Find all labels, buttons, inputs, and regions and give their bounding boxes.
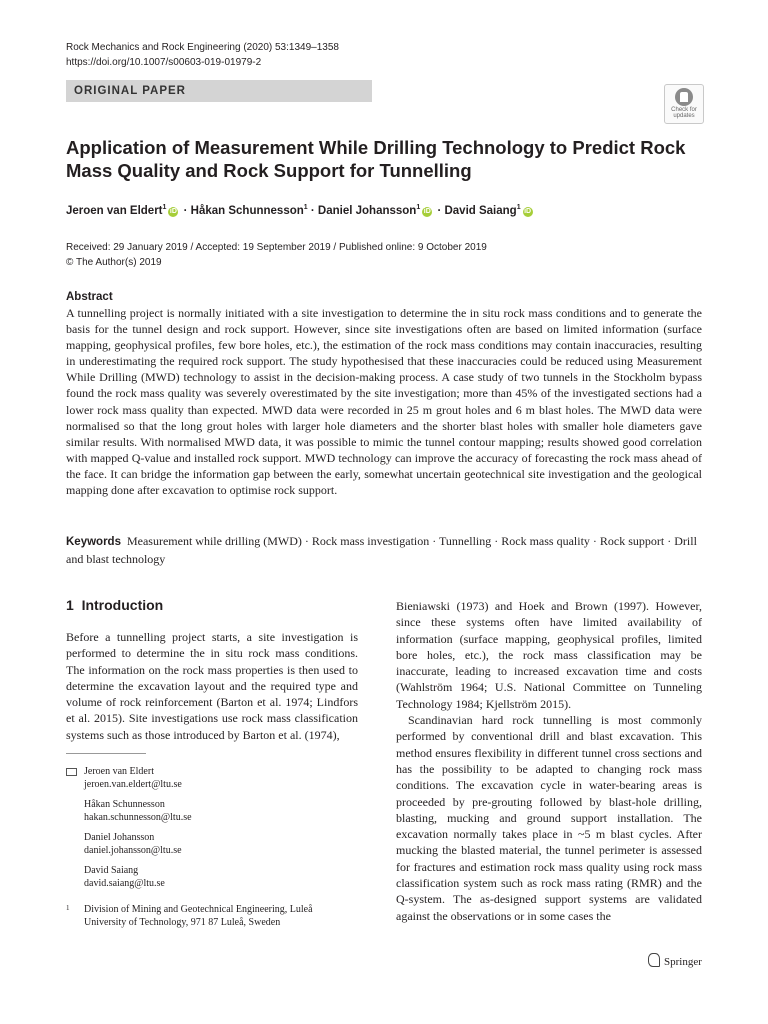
- author-affiliation-mark: 1: [416, 204, 421, 211]
- paper-title: Application of Measurement While Drilling Technology to Predict Rock Mass Quality and Rock Support for Tunnelling: [66, 137, 686, 181]
- intro-paragraph: Scandinavian hard rock tunnelling is most commonly performed by conventional drill and blast excavation. This method ensures flexibility in different tunnel cross sections and has the possibility to be adapted to changing rock mass conditions. The excavation cycle in water-bearing areas is proceeded by pre-grouting followed by blast-hole drilling, blasting, mucking and ground support installation. The excavation normally takes place in ~5 m blast cycles. After mucking the blasted material, the tunnel perimeter is assessed for fractures and estimation rock mass quality using rock mass classification system such as rock mass rating (RMR) and the Q-system. The as-designed support systems are validated against the observations or in some cases the: [396, 713, 702, 923]
- affiliation-number: 1: [66, 904, 70, 912]
- doi-link[interactable]: https://doi.org/10.1007/s00603-019-01979-2: [66, 57, 262, 68]
- author-affiliation-mark: 1: [303, 204, 308, 211]
- author-name: David Saiang: [444, 204, 517, 217]
- affiliation-line: Division of Mining and Geotechnical Engineering, Luleå: [84, 904, 313, 915]
- intro-column-left: Before a tunnelling project starts, a site investigation is performed to determine the in situ rock mass conditions. The information on the rock mass properties is then used to determine the excavation layout and the required type and volume of rock reinforcement (Barton et al. 1974; Lindfors et al. 2015). Site investigations use rock mass classification systems such as those introduced by Barton et al. (1974),: [66, 630, 358, 742]
- footnote-divider: [66, 753, 146, 754]
- orcid-icon[interactable]: iD: [169, 207, 177, 215]
- check-for-updates-button[interactable]: [664, 84, 704, 124]
- paper-type-band: [66, 80, 372, 102]
- orcid-icon[interactable]: iD: [423, 207, 431, 215]
- contact-email[interactable]: david.saiang@ltu.se: [84, 878, 165, 889]
- contact-name: David Saiang: [84, 865, 139, 876]
- crossmark-icon: [675, 88, 693, 106]
- author-name: Håkan Schunnesson: [190, 204, 304, 217]
- publisher-logo: [648, 953, 702, 968]
- check-for-label: Check for: [671, 107, 697, 113]
- journal-header: [66, 40, 339, 70]
- contact-entry: [84, 831, 192, 857]
- publisher-name: Springer: [664, 956, 702, 968]
- contact-entry: [84, 798, 192, 824]
- contact-name: Håkan Schunnesson: [84, 799, 165, 810]
- contact-name: Daniel Johansson: [84, 832, 155, 843]
- keywords-label: Keywords: [66, 536, 121, 548]
- abstract-heading: Abstract: [66, 291, 113, 303]
- contact-name: Jeroen van Eldert: [84, 766, 154, 777]
- paper-type-label: ORIGINAL PAPER: [74, 85, 186, 97]
- contact-email[interactable]: jeroen.van.eldert@ltu.se: [84, 779, 182, 790]
- intro-paragraph: Bieniawski (1973) and Hoek and Brown (1997). However, since these systems often have limited availability of information (surface mapping, geophysical profiles, limited bore holes, etc.), the rock mass classification may be inaccurate, leading to increased excavation time and costs (Wahlström 1964; U.S. National Committee on Tunneling Technology 1984; Kjellström 2015).: [396, 599, 702, 711]
- keywords-text: Measurement while drilling (MWD) · Rock mass investigation · Tunnelling · Rock mass quality · Rock support · Drill and blast technology: [66, 534, 697, 566]
- dates-line: Received: 29 January 2019 / Accepted: 19 September 2019 / Published online: 9 October 2019: [66, 242, 487, 253]
- abstract-text: A tunnelling project is normally initiated with a site investigation to determine the in situ rock mass conditions and to generate the basis for the tunnel design and rock support. However, since site investigations often are based on limited information (surface mapping, geophysical profiles, few bore holes, etc.), the estimation of the rock mass conditions may contain inaccuracies, resulting in underestimating the required rock support. The study hypothesised that these inaccuracies could be reduced using Measurement While Drilling (MWD) technology to assist in the decision-making process. A case study of two tunnels in the Stockholm bypass found the rock mass quality was severely overestimated by the site investigation; more than 45% of the investigated sections had a lower rock mass quality than expected. MWD data were recorded in 25 m grout holes and 6 m blast holes. The MWD data were normalised so that the long grout holes with larger hole diameters and the shorter blast holes with smaller hole diameters gave similar results. With normalised MWD data, it was possible to mimic the tunnel contour mapping; results showed good correlation with mapped Q-value and installed rock support. MWD technology can improve the accuracy of forecasting the rock mass ahead of the face. It can bridge the information gap between the early, somewhat uncertain geotechnical site investigation and the geological mapping done after excavation to optimise rock support.: [66, 306, 702, 498]
- contact-entry: [84, 765, 192, 791]
- author-affiliation-mark: 1: [516, 204, 521, 211]
- contact-list: [66, 765, 192, 897]
- affiliation-line: University of Technology, 971 87 Luleå, Sweden: [84, 917, 281, 928]
- journal-citation: Rock Mechanics and Rock Engineering (2020) 53:1349–1358: [66, 42, 339, 53]
- orcid-icon[interactable]: iD: [524, 207, 532, 215]
- springer-horse-icon: [648, 953, 660, 967]
- updates-label: updates: [673, 113, 695, 119]
- contact-email[interactable]: daniel.johansson@ltu.se: [84, 845, 182, 856]
- section-number: 1: [66, 597, 74, 613]
- publication-dates: [66, 240, 487, 270]
- author-affiliation-mark: 1: [162, 204, 167, 211]
- intro-column-right: [396, 598, 702, 924]
- affiliation-note: [66, 903, 313, 929]
- section-heading: [66, 597, 163, 613]
- author-list: Jeroen van Eldert$^1$iD · Håkan Schunnesson$^1$ · Daniel Johansson$^1$iD · David Saiang$^1$iD: [66, 204, 532, 217]
- contact-entry: [84, 864, 192, 890]
- copyright-line: © The Author(s) 2019: [66, 257, 162, 268]
- contact-email[interactable]: hakan.schunnesson@ltu.se: [84, 812, 192, 823]
- section-title: Introduction: [81, 597, 164, 613]
- author-name: Daniel Johansson: [317, 204, 417, 217]
- author-name: Jeroen van Eldert: [66, 204, 163, 217]
- keywords-block: [66, 533, 702, 567]
